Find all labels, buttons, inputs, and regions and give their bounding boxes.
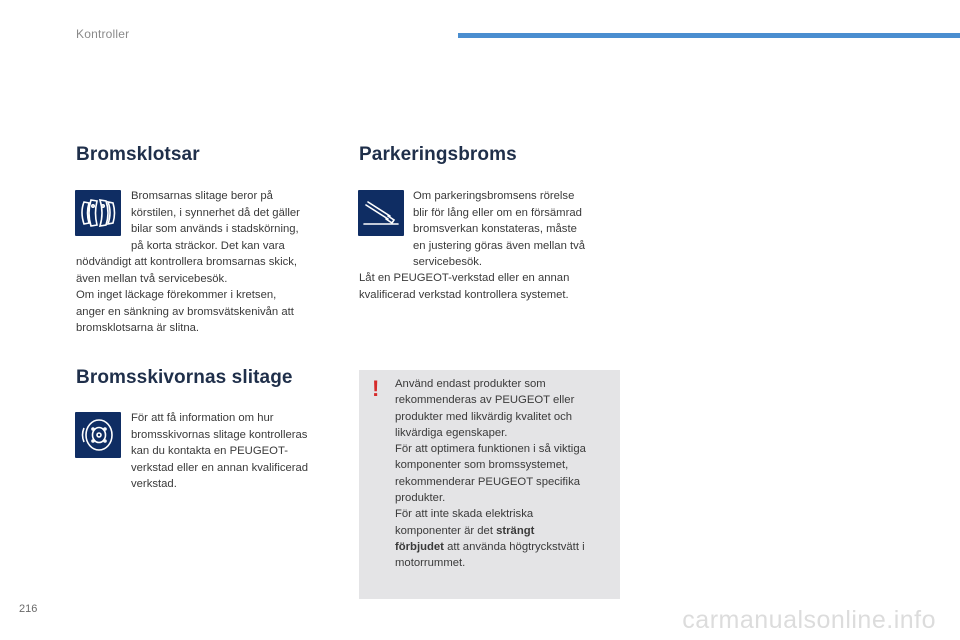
parkeringsbroms-text-bottom: Låt en PEUGEOT-verkstad eller en annan kvalificerad verkstad kontrollera systemet. [359,272,570,301]
warning-box [359,370,620,599]
header-title: Kontroller [76,27,130,41]
watermark: carmanualsonline.info [682,606,936,634]
bromsklotsar-text-bottom: nödvändigt att kontrollera bromsarnas skick, även mellan två servicebesök. Om inget läckage förekommer i kretsen, anger en sänkning av bromsvätskenivån att bromsklotsarna är slitna. [76,256,298,334]
brake-disc-icon [75,412,121,458]
page-number: 216 [19,603,38,615]
section-title-bromsskivornas: Bromsskivornas slitage [76,367,293,388]
parking-brake-icon [358,190,404,236]
bromsskivornas-text: För att få information om hur bromsskivornas slitage kontrolleras kan du kontakta en PEUGEOT- verkstad eller en annan kvalificerad verkstad. [131,412,309,490]
header-accent-bar [458,33,960,38]
brake-pads-icon [75,190,121,236]
section-title-bromsklotsar: Bromsklotsar [76,144,200,165]
section-title-parkeringsbroms: Parkeringsbroms [359,144,517,165]
warning-icon: ! [372,376,380,401]
parkeringsbroms-text-top: Om parkeringsbromsens rörelse blir för lång eller om en försämrad bromsverkan konstateras, måste en justering göras även mellan två servicebesök. [413,190,586,268]
warning-text: Använd endast produkter som rekommenderas av PEUGEOT eller produkter med likvärdig kvalitet och likvärdiga egenskaper. För att optimera funktionen i så viktiga komponenter som bromssystemet, rekommenderar PEUGEOT specifika produkter. För att inte skada elektriska komponenter är det strängt förbjudet att använda högtryckstvätt i motorrummet. [395,378,586,570]
bromsklotsar-text-top: Bromsarnas slitage beror på körstilen, i synnerhet då det gäller bilar som används i stadskörning, på korta sträckor. Det kan vara [131,190,300,252]
